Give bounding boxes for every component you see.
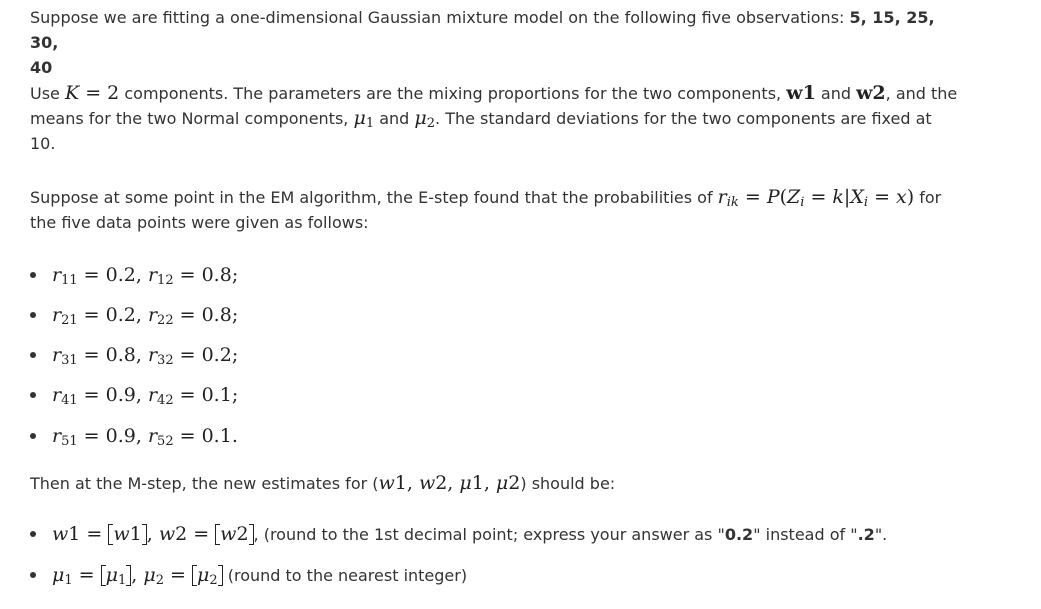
prob-end-5: . — [231, 425, 238, 447]
mstep-text2: ) should be: — [520, 474, 616, 493]
bullet-icon — [30, 433, 36, 439]
estep-for: for — [914, 188, 942, 207]
mu1-equals: $\mu_1$ = — [52, 564, 101, 588]
prob-row-4: $r_{41} = 0.9$, $r_{42} = 0.1$; — [52, 384, 239, 408]
prob-row-3: $r_{31} = 0.8$, $r_{32} = 0.2$; — [52, 344, 239, 368]
params-line2a: means for the two Normal components, — [30, 109, 354, 128]
prob-end-3: ; — [231, 344, 239, 366]
r31-value: 0.8 — [105, 344, 136, 366]
w1-bold: w1 — [786, 82, 816, 104]
w-example-1: 0.2 — [724, 525, 754, 544]
estep-text1: Suppose at some point in the EM algorithm, the E-step found that the probabilities of — [30, 188, 718, 207]
bullet-icon — [30, 352, 36, 358]
w2-equals: , w2 = — [146, 523, 216, 545]
mu2-symbol: $\mu_2$ — [414, 107, 436, 131]
bullet-icon — [30, 312, 36, 318]
mu2-answer-blank[interactable]: $\mu_2$ — [192, 563, 223, 588]
mu-note: (round to the nearest integer) — [222, 566, 468, 585]
r32-value: 0.2 — [201, 344, 232, 366]
bullet-icon — [30, 572, 36, 578]
mu1-symbol: $\mu_1$ — [353, 107, 375, 131]
w-note: , (round to the 1st decimal point; express your answer as " — [253, 525, 725, 544]
prob-end-1: ; — [231, 264, 239, 286]
mu2-equals: , $\mu_2$ = — [131, 564, 193, 588]
responsibility-formula: $r_{ik} = P(Z_i = k|X_i = x)$ — [717, 186, 915, 210]
r52-value: 0.1 — [201, 425, 232, 447]
params-paragraph — [30, 81, 960, 156]
bullet-icon — [30, 531, 36, 537]
params-components-text: components. The parameters are the mixing proportions for the two components, — [119, 84, 787, 103]
bullet-icon — [30, 392, 36, 398]
w1-equals: w1 = — [52, 523, 109, 545]
k-equals-2: K = 2 — [64, 82, 120, 104]
params-and1: and — [815, 84, 857, 103]
prob-row-5: $r_{51} = 0.9$, $r_{52} = 0.1$. — [52, 425, 238, 449]
w2-answer-blank[interactable]: w2 — [215, 522, 253, 547]
r51-value: 0.9 — [105, 425, 136, 447]
params-and-the: , and the — [885, 84, 958, 103]
r42-value: 0.1 — [201, 384, 232, 406]
observations-cont: 40 — [30, 58, 53, 77]
prob-end-4: ; — [231, 384, 239, 406]
mu1-answer-blank[interactable]: $\mu_1$ — [101, 563, 132, 588]
answer-mu-row — [52, 563, 467, 588]
r12-value: 0.8 — [201, 264, 232, 286]
intro-text: Suppose we are fitting a one-dimensional Gaussian mixture model on the following five observations: — [30, 8, 850, 27]
estimates-tuple: w1, w2, μ1, μ2 — [378, 472, 521, 494]
prob-end-2: ; — [231, 304, 239, 326]
bullet-icon — [30, 272, 36, 278]
params-use: Use — [30, 84, 65, 103]
mstep-paragraph — [30, 471, 960, 496]
w-note-2: " instead of " — [753, 525, 858, 544]
intro-paragraph — [30, 5, 960, 80]
w-note-3: ". — [874, 525, 888, 544]
r41-value: 0.9 — [105, 384, 136, 406]
w1-answer-blank[interactable]: w1 — [108, 522, 146, 547]
estep-text2: the five data points were given as follows: — [30, 213, 369, 232]
params-line2b: . The standard deviations for the two components are fixed at — [435, 109, 932, 128]
answer-w-row — [52, 522, 887, 547]
mstep-text1: Then at the M-step, the new estimates for ( — [30, 474, 379, 493]
prob-row-1: $r_{11} = 0.2$, $r_{12} = 0.8$; — [52, 264, 239, 288]
observations: 5, 15, 25, 30, — [30, 8, 935, 52]
w2-bold: w2 — [856, 82, 886, 104]
r21-value: 0.2 — [105, 304, 136, 326]
params-line3: 10. — [30, 134, 56, 153]
r11-value: 0.2 — [105, 264, 136, 286]
params-and2: and — [374, 109, 415, 128]
prob-row-2: $r_{21} = 0.2$, $r_{22} = 0.8$; — [52, 304, 239, 328]
r22-value: 0.8 — [201, 304, 232, 326]
w-example-2: .2 — [857, 525, 875, 544]
estep-paragraph — [30, 185, 960, 235]
